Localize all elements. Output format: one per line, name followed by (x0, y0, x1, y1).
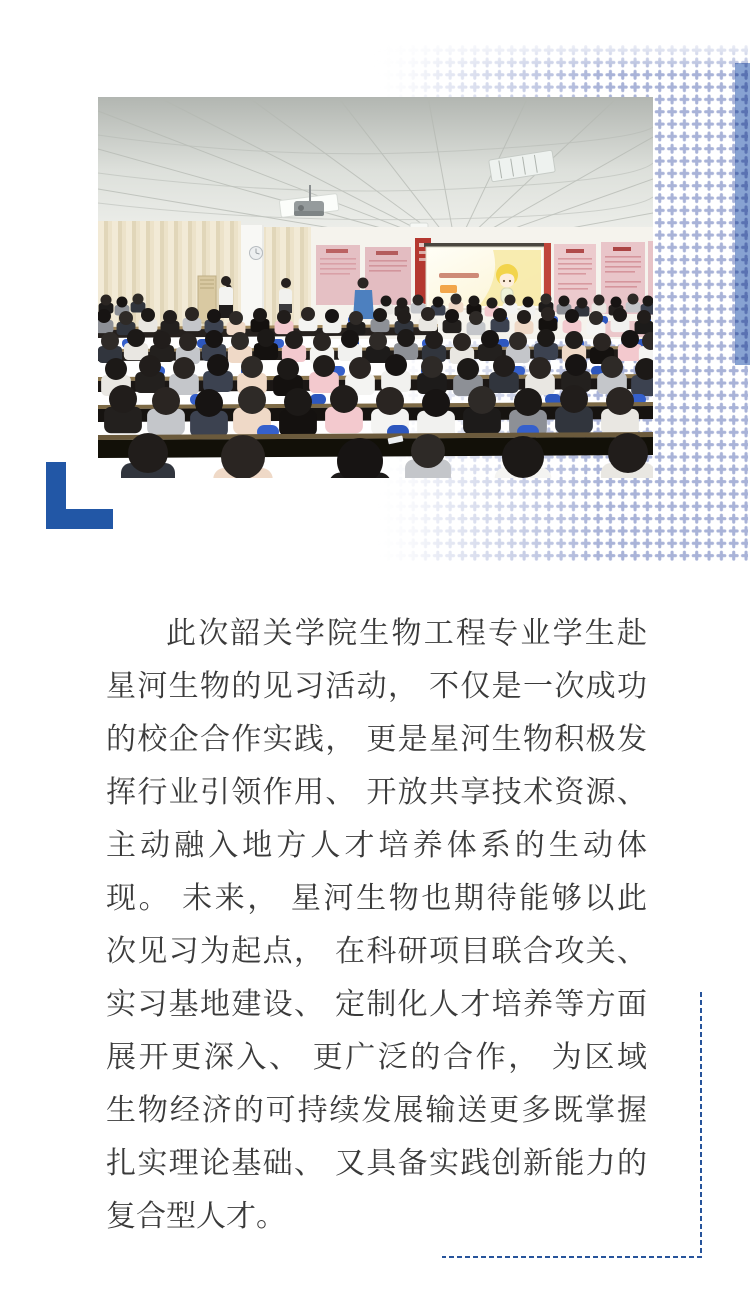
dashed-corner-bracket (440, 990, 706, 1262)
paragraph-line: 次见习为起点， 在科研项目联合攻关、 (106, 935, 647, 968)
paragraph-line: 复合型人才。 (106, 1200, 286, 1233)
paragraph-line: 展开更深入、 更广泛的合作， 为区域 (106, 1041, 647, 1074)
corner-accent-horizontal (46, 509, 113, 529)
paragraph-line: 星河生物的见习活动， 不仅是一次成功 (106, 670, 647, 703)
paragraph-line: 的校企合作实践， 更是星河生物积极发 (106, 723, 647, 756)
corner-accent-l (46, 462, 113, 529)
slide-tag (440, 285, 457, 293)
paragraph-line: 主动融入地方人才培养体系的生动体 (106, 829, 647, 862)
paragraph-line: 挥行业引领作用、 开放共享技术资源、 (106, 776, 647, 809)
paragraph-line: 现。 未来， 星河生物也期待能够以此 (106, 882, 647, 915)
slide-title (439, 273, 479, 278)
paragraph-line: 生物经济的可持续发展输送更多既掌握 (106, 1094, 647, 1127)
paragraph-line: 扎实理论基础、 又具备实践创新能力的 (106, 1147, 647, 1180)
paragraph-line: 实习基地建设、 定制化人才培养等方面 (106, 988, 647, 1021)
classroom-photo[interactable] (98, 97, 653, 478)
paragraph-line: 此次韶关学院生物工程专业学生赴 (166, 617, 647, 650)
